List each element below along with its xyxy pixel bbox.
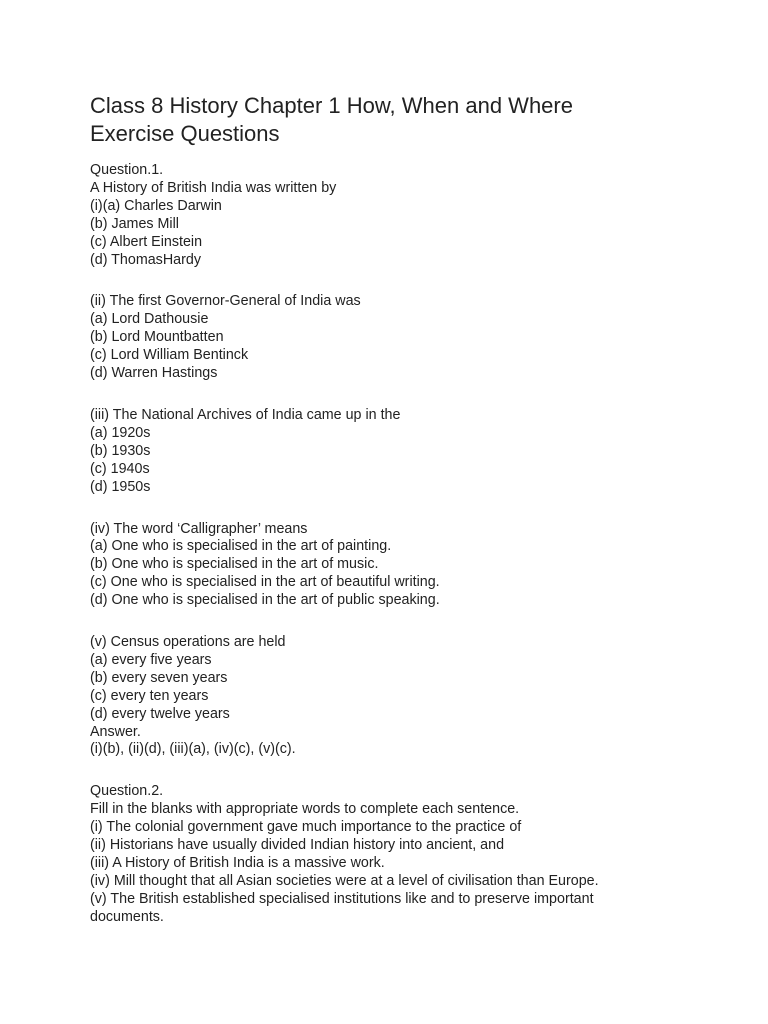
question-1-part-iv — [90, 521, 690, 611]
question-prompt: A History of British India was written by — [90, 179, 337, 196]
question-prompt: (iii) The National Archives of India came up in the — [90, 406, 401, 423]
fill-blank-v-continued: documents. — [90, 908, 164, 925]
question-1-part-iii — [90, 407, 690, 497]
option-a: (a) every five years — [90, 651, 212, 668]
option-a: (a) 1920s — [90, 424, 151, 441]
document-page — [90, 92, 690, 951]
page-title — [90, 92, 690, 148]
option-c: (c) 1940s — [90, 460, 150, 477]
question-1-part-i — [90, 162, 690, 269]
question-prompt: (v) Census operations are held — [90, 634, 286, 651]
question-heading: Question.1. — [90, 162, 164, 178]
question-heading: Question.2. — [90, 783, 164, 800]
option-b: (b) every seven years — [90, 669, 228, 686]
answer-text: (i)(b), (ii)(d), (iii)(a), (iv)(c), (v)(c). — [90, 741, 296, 758]
option-a: (a) One who is specialised in the art of painting. — [90, 538, 392, 555]
fill-blank-iii: (iii) A History of British India is a massive work. — [90, 855, 385, 871]
question-1-part-ii — [90, 293, 690, 383]
option-c: (c) every ten years — [90, 687, 209, 704]
option-b: (b) James Mill — [90, 215, 179, 232]
fill-blank-ii: (ii) Historians have usually divided Indian history into ancient, and — [90, 837, 505, 854]
fill-blank-iv: (iv) Mill thought that all Asian societies were at a level of civilisation than Europe. — [90, 872, 599, 889]
option-d: (d) 1950s — [90, 478, 151, 495]
option-a: (i)(a) Charles Darwin — [90, 197, 222, 214]
question-instruction: Fill in the blanks with appropriate words to complete each sentence. — [90, 801, 520, 818]
title-line-1: Class 8 History Chapter 1 How, When and Where — [90, 93, 573, 118]
fill-blank-i: (i) The colonial government gave much importance to the practice of — [90, 819, 522, 836]
option-d: (d) ThomasHardy — [90, 251, 201, 268]
question-prompt: (iv) The word ‘Calligrapher’ means — [90, 520, 308, 537]
question-1-part-v — [90, 634, 690, 759]
option-b: (b) 1930s — [90, 442, 151, 459]
option-c: (c) One who is specialised in the art of beautiful writing. — [90, 574, 440, 591]
question-prompt: (ii) The first Governor-General of India was — [90, 293, 361, 310]
title-line-2: Exercise Questions — [90, 121, 280, 146]
option-b: (b) Lord Mountbatten — [90, 329, 224, 346]
question-2 — [90, 783, 690, 926]
option-c: (c) Lord William Bentinck — [90, 347, 249, 364]
option-a: (a) Lord Dathousie — [90, 311, 209, 328]
option-c: (c) Albert Einstein — [90, 233, 203, 250]
option-d: (d) One who is specialised in the art of public speaking. — [90, 592, 440, 609]
answer-label: Answer. — [90, 723, 141, 740]
fill-blank-v: (v) The British established specialised institutions like and to preserve important — [90, 890, 594, 907]
option-d: (d) Warren Hastings — [90, 365, 218, 382]
option-d: (d) every twelve years — [90, 705, 230, 722]
option-b: (b) One who is specialised in the art of music. — [90, 556, 379, 573]
